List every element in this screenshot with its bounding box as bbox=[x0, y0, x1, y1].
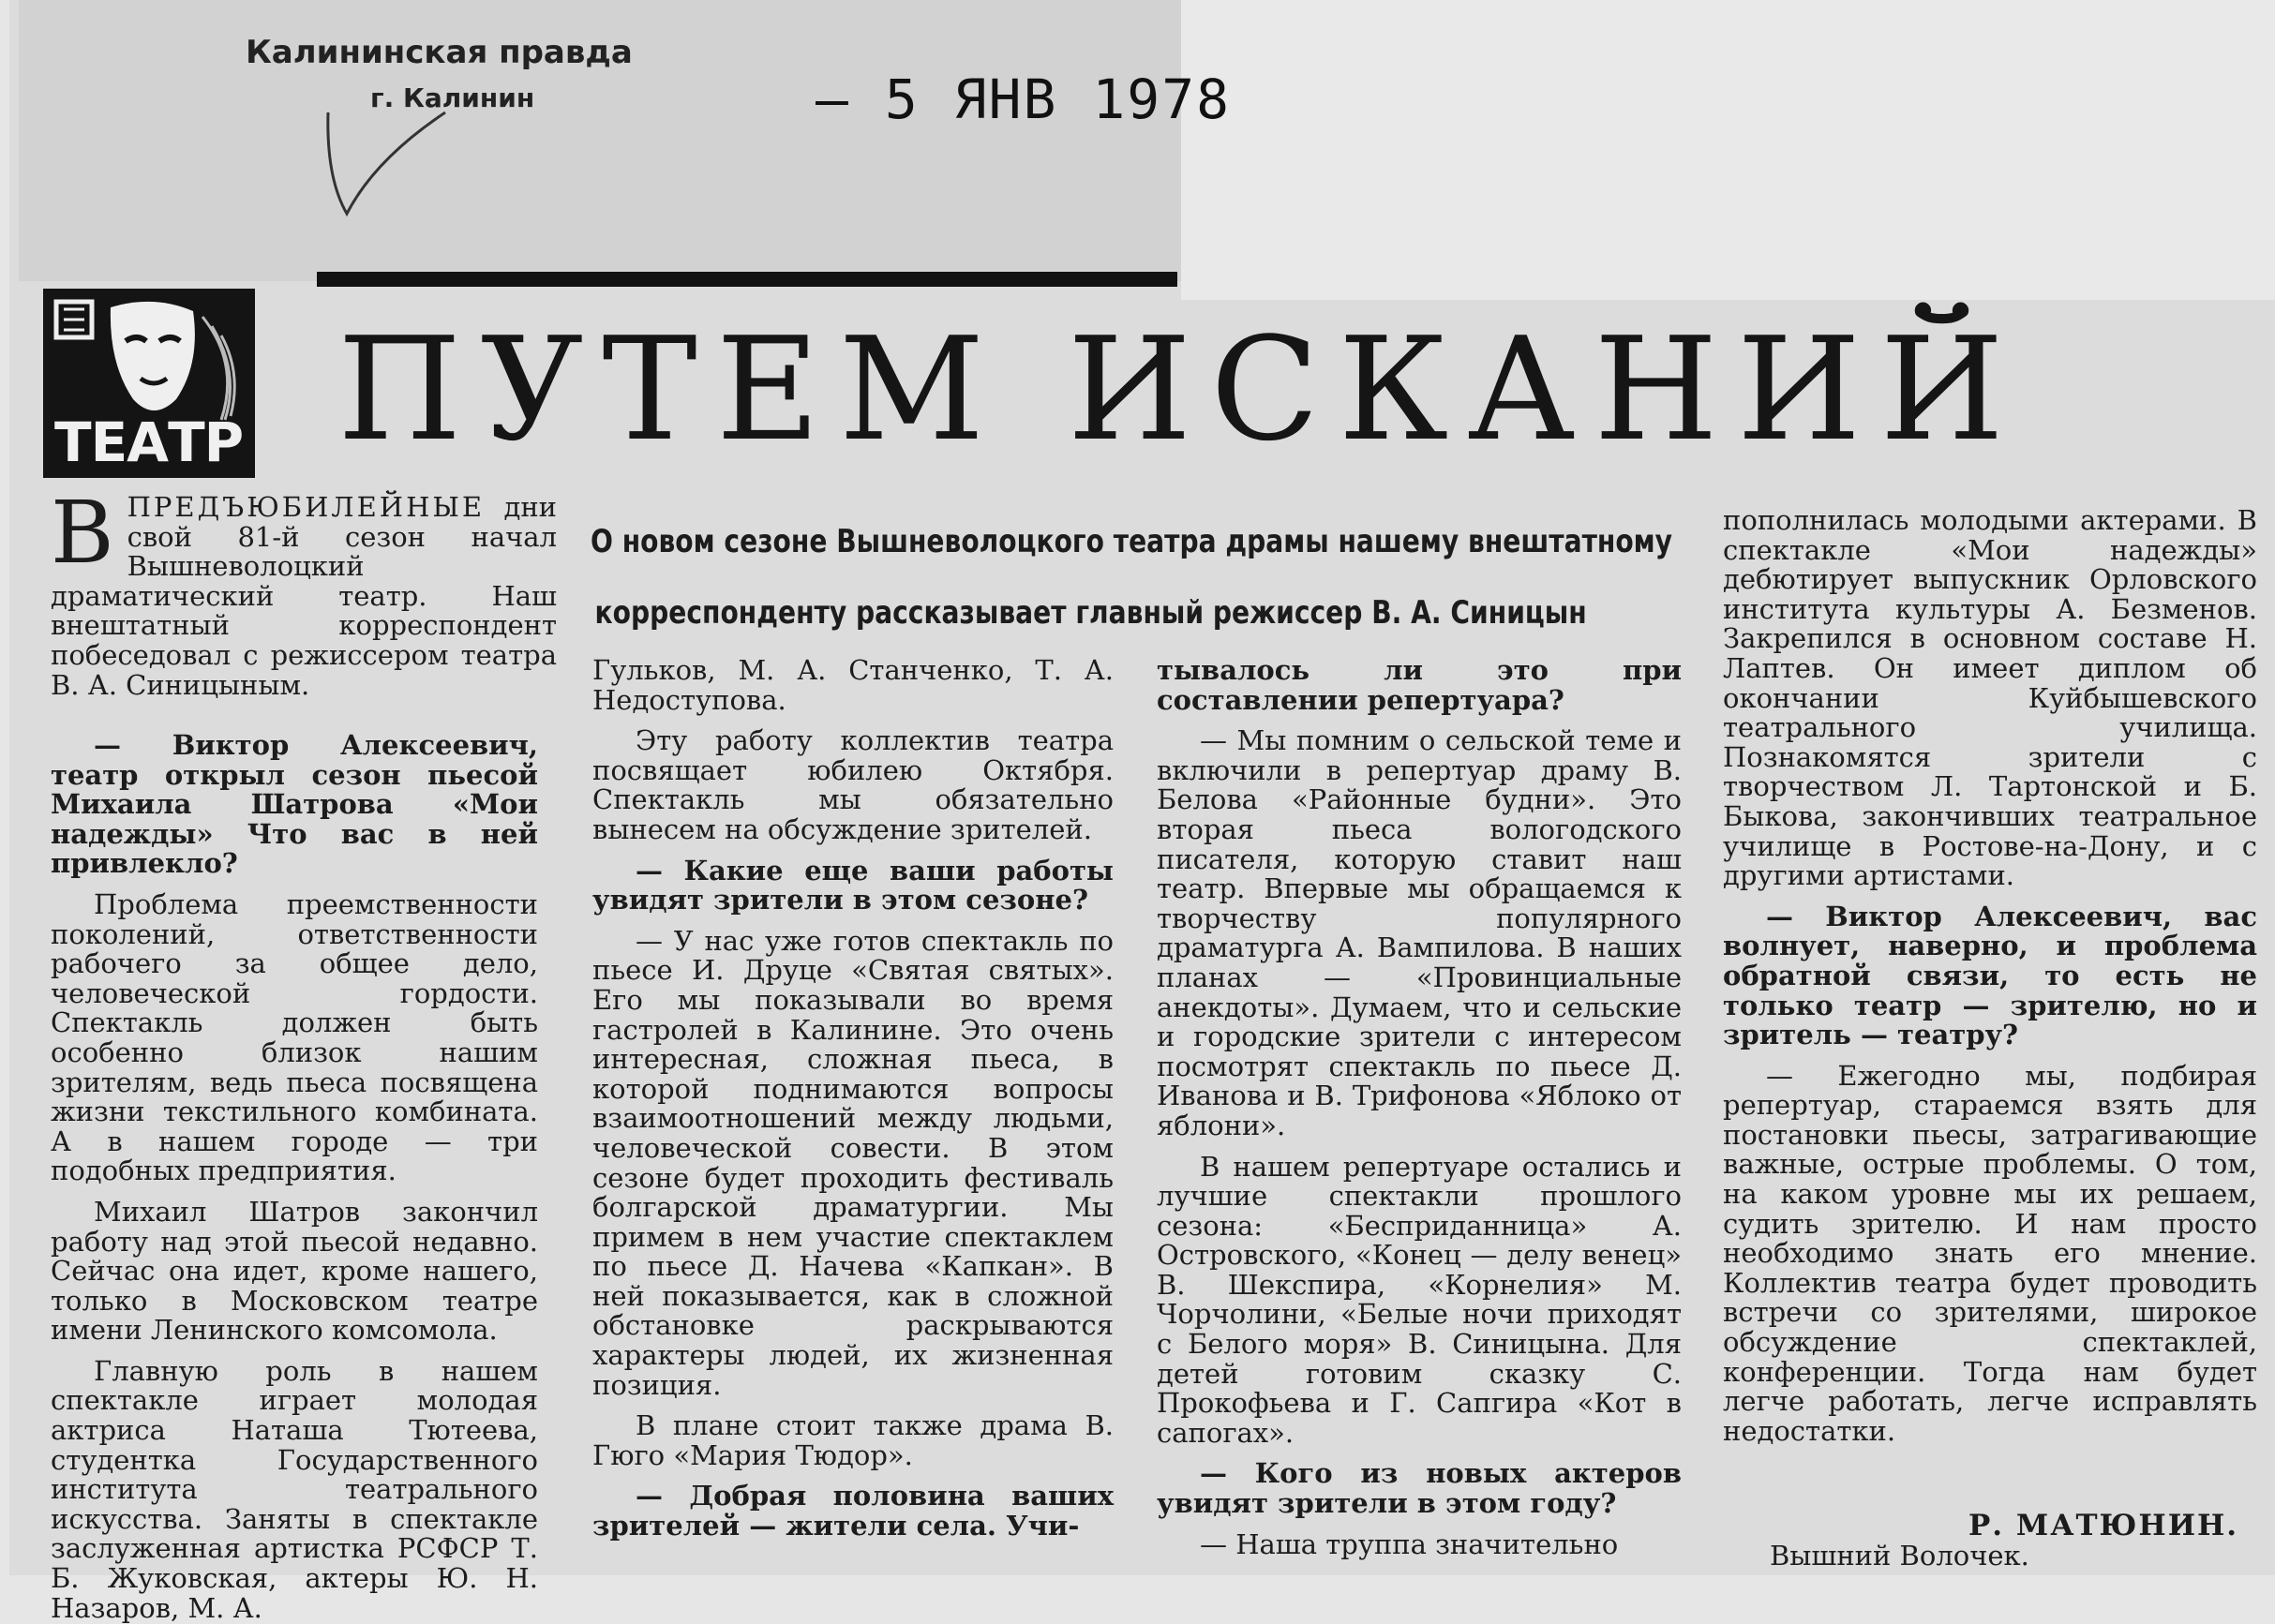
dateline-place: Вышний Волочек. bbox=[1770, 1540, 2029, 1572]
interview-question: тывалось ли это при составлении репертуара? bbox=[1157, 654, 1682, 716]
author-byline: Р. МАТЮНИН. bbox=[1968, 1509, 2239, 1542]
column-3 bbox=[1157, 656, 1682, 1565]
article-paragraph: — Мы помним о сельской теме и включили в репертуар драму В. Белова «Районные будни». Это вторая пьеса вологодского писателя, которую ставит наш театр. Впервые мы обращаемся к творчеству популярного драматурга А. Вампилова. В наших планах — «Провинциальные анекдоты». Думаем, что и сельские и городские зрители с интересом посмотрят спектакль по пьесе Д. Иванова и В. Трифонова «Яблоко от яблони». bbox=[1157, 724, 1682, 1141]
headline: ПУТЕМ ИСКАНИЙ bbox=[337, 306, 2023, 472]
interview-question: — Кого из новых актеров увидят зрители в этом году? bbox=[1157, 1457, 1682, 1520]
article-paragraph: — Наша труппа значительно bbox=[1200, 1527, 1619, 1560]
lead-text: дни свой 81-й сезон начал Вышневолоцкий драматический театр. Наш внештатный корреспондент побеседовал с режиссером театра В. А. Синицыным. bbox=[51, 491, 557, 701]
deck-line: корреспонденту рассказывает главный режиссер В. А. Синицын bbox=[594, 594, 1587, 632]
article-paragraph: пополнилась молодыми актерами. В спектакле «Мои надежды» дебютирует выпускник Орловского института культуры А. Безменов. Закрепился в основном составе Н. Лаптев. Он имеет диплом об окончании Куйбышевского театрального училища. Познакомятся зрители с творчеством Л. Тартонской и Б. Быкова, закончивших театральное училище в Ростове-на-Дону, и с другими артистами. bbox=[1723, 504, 2257, 892]
interview-question: — Какие еще ваши работы увидят зрители в этом сезоне? bbox=[592, 854, 1114, 916]
drop-cap: В bbox=[51, 483, 114, 583]
newspaper-stamp: Калининская правда bbox=[246, 34, 633, 71]
article-paragraph: Главную роль в нашем спектакле играет молодая актриса Наташа Тютеева, студентка Государственного института театрального искусства. Заняты в спектакле заслуженная артистка РСФСР Т. Б. Жуковская, актеры Ю. Н. Назаров, М. А. bbox=[51, 1354, 538, 1624]
article-paragraph: Гульков, М. А. Станченко, Т. А. Недоступова. bbox=[592, 654, 1114, 716]
column-4 bbox=[1723, 506, 2257, 1518]
article-paragraph: Михаил Шатров закончил работу над этой пьесой недавно. Сейчас она идет, кроме нашего, только в Московском театре имени Ленинского комсомола. bbox=[51, 1195, 538, 1347]
interview-question: — Виктор Алексеевич, театр открыл сезон пьесой Михаила Шатрова «Мои надежды» Что вас в ней привлекло? bbox=[51, 729, 538, 880]
divider-rule bbox=[317, 272, 1177, 287]
article-paragraph: В плане стоит также драма В. Гюго «Мария Тюдор». bbox=[592, 1409, 1114, 1471]
article-paragraph: — У нас уже готов спектакль по пьесе И. Друце «Святая святых». Его мы показывали во время гастролей в Калинине. Это очень интересная, сложная пьеса, в которой поднимаются вопросы взаимоотношений между людьми, человеческой совести. В этом сезоне будет проходить фестиваль болгарской драматургии. Мы примем в нем участие спектаклем по пьесе Д. Начева «Капкан». В ней показывается, как в сложной обстановке раскрываются характеры людей, их жизненная позиция. bbox=[592, 924, 1114, 1401]
lead-paragraph bbox=[51, 483, 557, 701]
article-paragraph: Эту работу коллектив театра посвящает юбилею Октября. Спектакль мы обязательно вынесем на обсуждение зрителей. bbox=[592, 724, 1114, 845]
deck-line: О новом сезоне Вышневолоцкого театра драмы нашему внештатному bbox=[591, 523, 1673, 560]
interview-question: — Добрая половина ваших зрителей — жители села. Учи- bbox=[592, 1480, 1114, 1542]
column-2 bbox=[592, 656, 1114, 1565]
date-stamp: – 5 ЯНВ 1978 bbox=[816, 67, 1232, 131]
theatre-logo bbox=[43, 289, 255, 478]
city-stamp: г. Калинин bbox=[370, 82, 535, 113]
logo-label: ТЕАТР bbox=[54, 410, 244, 474]
checkmark-icon bbox=[319, 94, 450, 225]
deck bbox=[591, 506, 1673, 648]
article-paragraph: Проблема преемственности поколений, ответственности рабочего за общее дело, человеческой гордости. Спектакль должен быть особенно близок нашим зрителям, ведь пьеса посвящена жизни текстильного комбината. А в нашем городе — три подобных предприятия. bbox=[51, 887, 538, 1187]
lead-first-words: ПРЕДЪЮБИЛЕЙНЫЕ bbox=[127, 491, 486, 523]
background-paper bbox=[1181, 0, 2275, 300]
interview-question: — Виктор Алексеевич, вас волнует, наверно, и проблема обратной связи, то есть не только театр — зрителю, но и зритель — театру? bbox=[1723, 900, 2257, 1051]
article-paragraph: — Ежегодно мы, подбирая репертуар, стараемся взять для постановки пьесы, затрагивающие важные, острые проблемы. О том, на каком уровне мы их решаем, судить зрителю. И нам просто необходимо знать его мнение. Коллектив театра будет проводить встречи со зрителями, широкое обсуждение спектаклей, конференции. Тогда нам будет легче работать, легче исправлять недостатки. bbox=[1723, 1059, 2257, 1447]
article-paragraph: В нашем репертуаре остались и лучшие спектакли прошлого сезона: «Бесприданница» А. Островского, «Конец — делу венец» В. Шекспира, «Корнелия» М. Чорчолини, «Белые ночи приходят с Белого моря» В. Синицына. Для детей готовим сказку С. Прокофьева и Г. Сапгира «Кот в сапогах». bbox=[1157, 1150, 1682, 1449]
column-1 bbox=[51, 729, 538, 1624]
